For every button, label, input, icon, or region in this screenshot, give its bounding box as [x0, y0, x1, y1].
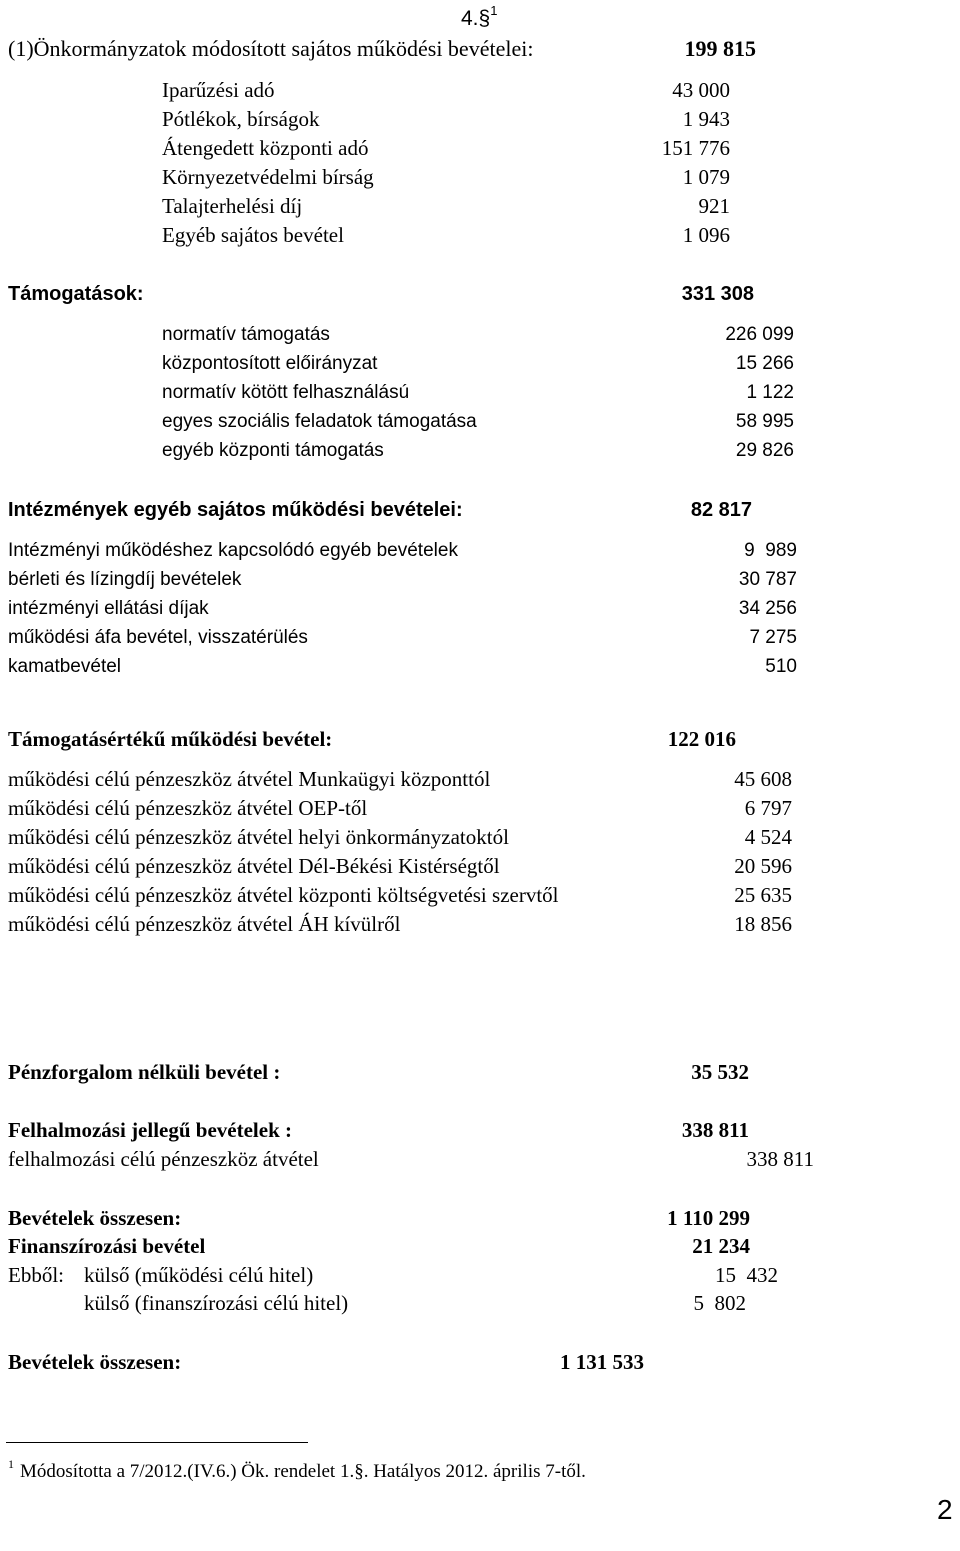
s1-item-value: 921 — [698, 194, 730, 218]
s2-item-label: normatív kötött felhasználású — [162, 382, 410, 403]
s4-item-value: 6 797 — [744, 796, 792, 820]
s1-title: (1)Önkormányzatok módosított sajátos működési bevételei: — [8, 36, 534, 61]
s4-item-value: 18 856 — [734, 912, 792, 936]
page-number: 2 — [937, 1494, 953, 1525]
s2-item-value: 58 995 — [735, 411, 794, 432]
footnote-ref: 1 — [490, 3, 498, 18]
of-which-prefix: Ebből: — [8, 1263, 64, 1287]
s6-total: 338 811 — [681, 1118, 749, 1142]
s2-title: Támogatások: — [8, 283, 144, 305]
s3-item-value: 30 787 — [738, 569, 797, 590]
revenue-total-value: 1 110 299 — [667, 1206, 750, 1230]
s3-item-value: 34 256 — [738, 598, 797, 619]
s1-total: 199 815 — [684, 36, 756, 61]
s2-item-label: egyéb központi támogatás — [162, 440, 384, 461]
ext-financing-value: 5 802 — [693, 1291, 746, 1315]
s1-item-label: Átengedett központi adó — [162, 136, 369, 160]
s5-title: Pénzforgalom nélküli bevétel : — [8, 1060, 281, 1084]
s1-item-value: 1 943 — [682, 107, 730, 131]
s4-item-value: 45 608 — [734, 767, 792, 791]
ext-financing-label: külső (finanszírozási célú hitel) — [84, 1291, 349, 1315]
footnote — [8, 1457, 586, 1482]
s4-item-label: működési célú pénzeszköz átvétel helyi önkormányzatoktól — [8, 825, 509, 849]
footnote-rule — [6, 1442, 308, 1443]
s4-item-label: működési célú pénzeszköz átvétel ÁH kívülről — [8, 912, 401, 936]
s3-total: 82 817 — [690, 499, 752, 521]
s1-item-value: 1 079 — [682, 165, 730, 189]
s2-item-value: 1 122 — [746, 382, 794, 403]
s6-title: Felhalmozási jellegű bevételek : — [8, 1118, 293, 1142]
s3-item-value: 510 — [765, 656, 797, 677]
s4-item-value: 4 524 — [744, 825, 792, 849]
s6-item-value: 338 811 — [746, 1147, 814, 1171]
s4-item-value: 20 596 — [734, 854, 792, 878]
s2-total: 331 308 — [681, 283, 754, 305]
grand-total-value: 1 131 533 — [560, 1350, 644, 1374]
s3-title: Intézmények egyéb sajátos működési bevételei: — [8, 499, 463, 521]
marker-number: 4. — [461, 7, 479, 30]
footnote-text: Módosította a 7/2012.(IV.6.) Ök. rendelet 1.§. Hatályos 2012. április 7-től. — [20, 1461, 586, 1482]
s3-item-label: kamatbevétel — [8, 656, 122, 677]
s2-item-label: normatív támogatás — [162, 324, 330, 345]
s2-item-value: 15 266 — [735, 353, 794, 374]
s1-item-label: Egyéb sajátos bevétel — [162, 223, 344, 247]
financing-label: Finanszírozási bevétel — [8, 1234, 206, 1258]
ext-operating-value: 15 432 — [715, 1263, 778, 1287]
s3-item-label: működési áfa bevétel, visszatérülés — [8, 627, 308, 648]
s6-item-label: felhalmozási célú pénzeszköz átvétel — [8, 1147, 319, 1171]
s2-item-label: egyes szociális feladatok támogatása — [162, 411, 477, 432]
s1-item-label: Iparűzési adó — [162, 78, 275, 102]
s4-total: 122 016 — [667, 727, 736, 751]
s4-item-value: 25 635 — [734, 883, 792, 907]
ext-operating-label: külső (működési célú hitel) — [84, 1263, 314, 1287]
s3-item-value: 7 275 — [749, 627, 797, 648]
s2-item-value: 29 826 — [735, 440, 794, 461]
section-marker — [461, 3, 498, 30]
s3-item-label: intézményi ellátási díjak — [8, 598, 209, 619]
footnote-number: 1 — [8, 1457, 14, 1471]
s4-title: Támogatásértékű működési bevétel: — [8, 727, 333, 751]
s2-item-value: 226 099 — [725, 324, 794, 345]
s4-item-label: működési célú pénzeszköz átvétel központi költségvetési szervtől — [8, 883, 559, 907]
s4-item-label: működési célú pénzeszköz átvétel Dél-Békési Kistérségtől — [8, 854, 500, 878]
s1-item-value: 43 000 — [672, 78, 730, 102]
s5-total: 35 532 — [691, 1060, 749, 1084]
s3-item-label: bérleti és lízingdíj bevételek — [8, 569, 242, 590]
s1-item-label: Környezetvédelmi bírság — [162, 165, 374, 189]
s1-item-label: Talajterhelési díj — [162, 194, 303, 218]
s1-item-value: 1 096 — [682, 223, 730, 247]
financing-value: 21 234 — [692, 1234, 750, 1258]
s1-item-label: Pótlékok, bírságok — [162, 107, 320, 131]
s1-item-value: 151 776 — [661, 136, 730, 160]
s3-item-label: Intézményi működéshez kapcsolódó egyéb bevételek — [8, 540, 458, 561]
section-sign: § — [478, 7, 491, 30]
s2-item-label: központosított előirányzat — [162, 353, 378, 374]
s4-item-label: működési célú pénzeszköz átvétel OEP-től — [8, 796, 368, 820]
grand-total-label: Bevételek összesen: — [8, 1350, 182, 1374]
s4-item-label: működési célú pénzeszköz átvétel Munkaügyi központtól — [8, 767, 491, 791]
s3-item-value: 9 989 — [744, 540, 797, 561]
revenue-total-label: Bevételek összesen: — [8, 1206, 182, 1230]
